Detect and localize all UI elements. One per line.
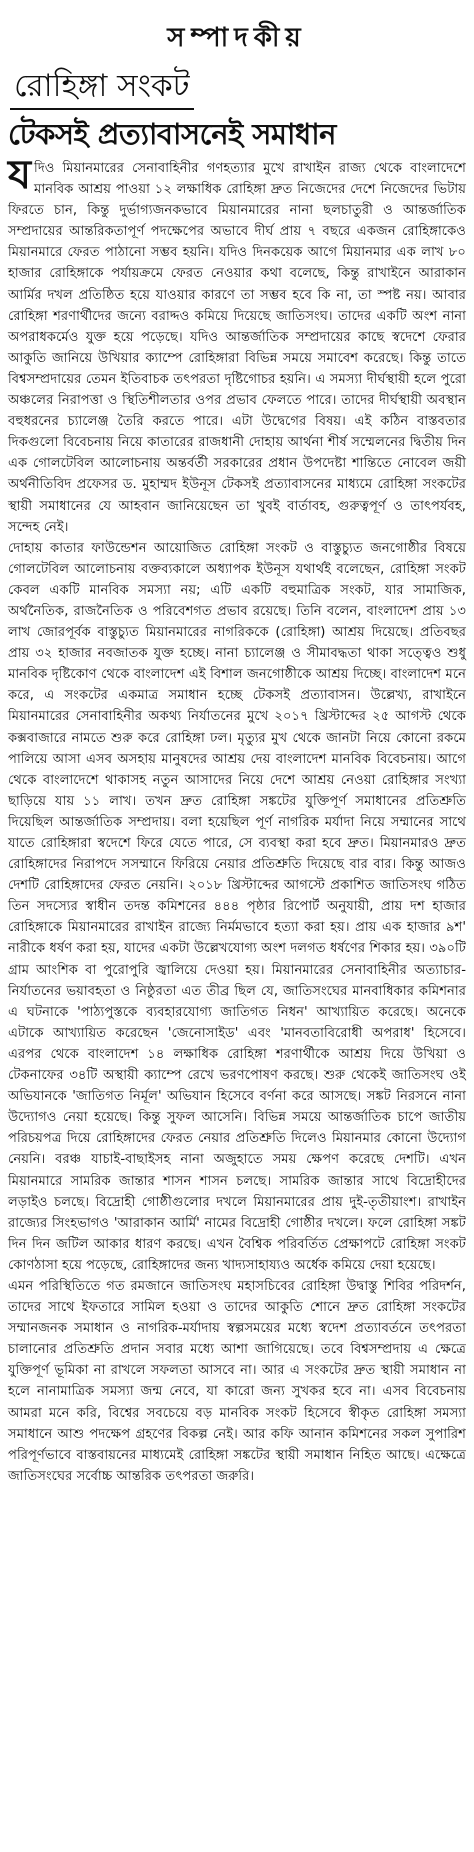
paragraph-1 — [8, 152, 466, 538]
paragraph-2: দোহায় কাতার ফাউন্ডেশন আয়োজিত রোহিঙ্গা সংকট ও বাস্তুচ্যুত জনগোষ্ঠীর বিষয়ে গোলটেবিল আলোচনায় বক্তব্যকালে অধ্যাপক ইউনূস যথার্থই বলেছেন, রোহিঙ্গা সংকট কেবল একটি মানবিক সমস্যা নয়; এটি একটি বহুমাত্রিক সংকট, যার সামাজিক, অর্থনৈতিক, রাজনৈতিক ও পরিবেশগত প্রভাব রয়েছে। তিনি বলেন, বাংলাদেশ প্রায় ১৩ লাখ জোরপূর্বক বাস্তুচ্যুত মিয়ানমারের নাগরিককে (রোহিঙ্গা) আশ্রয় দিয়েছে। প্রতিবছর প্রায় ৩২ হাজার নবজাতক যুক্ত হচ্ছে। নানা চ্যালেঞ্জ ও সীমাবদ্ধতা থাকা সত্ত্বেও শুধু মানবিক দৃষ্টিকোণ থেকে বাংলাদেশ এই বিশাল জনগোষ্ঠীকে আশ্রয় দিচ্ছে। বাংলাদেশ মনে করে, এ সংকটের একমাত্র সমাধান হচ্ছে টেকসই প্রত্যাবাসন। উল্লেখ্য, রাখাইনে মিয়ানমারের সেনাবাহিনীর অকথ্য নির্যাতনের মুখে ২০১৭ খ্রিস্টাব্দের ২৫ আগস্ট থেকে কক্সবাজারে নামতে শুরু করে রোহিঙ্গা ঢল। মৃত্যুর মুখ থেকে জানটা নিয়ে কোনো রকমে পালিয়ে আসা এসব অসহায় মানুষদের আশ্রয় দেয় বাংলাদেশ মানবিক বিবেচনায়। আগে থেকে বাংলাদেশে থাকাসহ নতুন আসাদের নিয়ে দেশে আশ্রয় নেওয়া রোহিঙ্গার সংখ্যা ছাড়িয়ে যায় ১১ লাখ। তখন দ্রুত রোহিঙ্গা সঙ্কটের যুক্তিপূর্ণ সমাধানের প্রতিশ্রুতি দিয়েছিল আন্তর্জাতিক সম্প্রদায়। বলা হয়েছিল পূর্ণ নাগরিক মর্যাদা নিয়ে সম্মানের সাথে যাতে রোহিঙ্গারা স্বদেশে ফিরে যেতে পারে, সে ব্যবস্থা করা হবে দ্রুত। মিয়ানমারও দ্রুত রোহিঙ্গাদের নিরাপদে সসম্মানে ফিরিয়ে নেয়ার প্রতিশ্রুতি দিয়েছে বার বার। কিন্তু আজও দেশটি রোহিঙ্গাদের ফেরত নেয়নি। ২০১৮ খ্রিস্টাব্দের আগস্টে প্রকাশিত জাতিসংঘ গঠিত তিন সদস্যের স্বাধীন তদন্ত কমিশনের ৪৪৪ পৃষ্ঠার রিপোর্ট অনুযায়ী, প্রায় দশ হাজার রোহিঙ্গাকে মিয়ানমারের রাখাইন রাজ্যে নির্মমভাবে হত্যা করা হয়। প্রায় এক হাজার ৯শ' নারীকে ধর্ষণ করা হয়, যাদের একটা উল্লেখযোগ্য অংশ দলগত ধর্ষণের শিকার হয়। ৩৯০টি গ্রাম আংশিক বা পুরোপুরি জ্বালিয়ে দেওয়া হয়। মিয়ানমারের সেনাবাহিনীর অত্যাচার-নির্যাতনের ভয়াবহতা ও নিষ্ঠুরতা এত তীব্র ছিল যে, জাতিসংঘের মানবাধিকার কমিশনার এ ঘটনাকে 'পাঠ্যপুস্তকে ব্যবহারযোগ্য জাতিগত নিধন' আখ্যায়িত করেছে। অনেকে এটাকে আখ্যায়িত করেছেন 'জেনোসাইড' এবং 'মানবতাবিরোধী অপরাধ' হিসেবে। এরপর থেকে বাংলাদেশ ১৪ লক্ষাধিক রোহিঙ্গা শরণার্থীকে আশ্রয় দিয়ে উখিয়া ও টেকনাফের ৩৪টি অস্থায়ী ক্যাম্পে রেখে ভরণপোষণ করছে। শুরু থেকেই জাতিসংঘ ওই অভিযানকে 'জাতিগত নির্মূল' অভিযান হিসেবে বর্ণনা করে আসছে। সঙ্কট নিরসনে নানা উদ্যোগও নেয়া হয়েছে। কিন্তু সুফল আসেনি। বিভিন্ন সময়ে আন্তর্জাতিক চাপে জাতীয় পরিচয়পত্র দিয়ে রোহিঙ্গাদের ফেরত নেয়ার প্রতিশ্রুতি দিলেও মিয়ানমার কোনো উদ্যোগ নেয়নি। বরঞ্চ যাচাই-বাছাইসহ নানা অজুহাতে সময় ক্ষেপণ করেছে দেশটি। এখন মিয়ানমারে সামরিক জান্তার শাসন শাসন চলছে। সামরিক জান্তার সাথে বিদ্রোহীদের লড়াইও চলছে। বিদ্রোহী গোষ্ঠীগুলোর দখলে মিয়ানমারের প্রায় দুই-তৃতীয়াংশ। রাখাইন রাজ্যের সিংহভাগও 'আরাকান আর্মি' নামের বিদ্রোহী গোষ্ঠীর দখলে। ফলে রোহিঙ্গা সঙ্কট দিন দিন জটিল আকার ধারণ করছে। এখন বৈশ্বিক পরিবর্তিত প্রেক্ষাপটে রোহিঙ্গা সংকট কোণঠাসা হয়ে পড়েছে, রোহিঙ্গাদের জন্য খাদ্যসাহায্যও অর্ধেক কমিয়ে দেয়া হয়েছে। — [8, 540, 466, 1273]
paragraph-3: এমন পরিস্থিতিতে গত রমজানে জাতিসংঘ মহাসচিবের রোহিঙ্গা উদ্বাস্তু শিবির পরিদর্শন, তাদের সাথে ইফতারে সামিল হওয়া ও তাদের আকুতি শোনে দ্রুত রোহিঙ্গা সংকটের সম্মানজনক সমাধান ও নাগরিক-মর্যাদায় স্বল্পসময়ের মধ্যে স্বদেশ প্রত্যাবর্তনে তৎপরতা চালানোর প্রতিশ্রুতি প্রদান সবার মধ্যে আশা জাগিয়েছে। তবে বিশ্বসম্প্রদায় এ ক্ষেত্রে যুক্তিপূর্ণ ভূমিকা না রাখলে সফলতা আসবে না। আর এ সংকটের দ্রুত স্থায়ী সমাধান না হলে নানামাত্রিক সমস্যা জন্ম নেবে, যা কারো জন্য সুখকর হবে না। এসব বিবেচনায় আমরা মনে করি, বিশ্বের সবচেয়ে বড় মানবিক সংকট হিসেবে স্বীকৃত রোহিঙ্গা সমস্যা সমাধানে আশু পদক্ষেপ গ্রহণের বিকল্প নেই। আর কফি আনান কমিশনের সকল সুপারিশ পরিপূর্ণভাবে বাস্তবায়নের মাধ্যমেই রোহিঙ্গা সঙ্কটের স্থায়ী সমাধান নিহিত আছে। এক্ষেত্রে জাতিসংঘের সর্বোচ্চ আন্তরিক তৎপরতা জরুরি। — [8, 1278, 466, 1484]
article-body — [8, 152, 466, 1487]
kicker: রোহিঙ্গা সংকট — [10, 64, 194, 110]
paragraph-text: দিও মিয়ানমারের সেনাবাহিনীর গণহত্যার মুখে রাখাইন রাজ্য থেকে বাংলাদেশে মানবিক আশ্রয় পাওয়া ১২ লক্ষাধিক রোহিঙ্গা দ্রুত নিজেদের দেশে নিজেদের ভিটায় ফিরতে চান, কিন্তু দুর্ভাগ্যজনকভাবে মিয়ানমারের নানা ছলচাতুরী ও আন্তর্জাতিক সম্প্রদায়ের আন্তরিকতাপূর্ণ পদক্ষেপের অভাবে দীর্ঘ প্রায় ৭ বছরে একজন রোহিঙ্গাকেও মিয়ানমারে ফেরত পাঠানো সম্ভব হয়নি। যদিও দিনকয়েক আগে মিয়ানমার এক লাখ ৮০ হাজার রোহিঙ্গাকে পর্যায়ক্রমে ফেরত নেওয়ার কথা বলেছে, কিন্তু রাখাইনে আরাকান আর্মির দখল প্রতিষ্ঠিত হয়ে যাওয়ার কারণে তা সম্ভব হবে কি না, তা স্পষ্ট নয়। আবার রোহিঙ্গা শরণার্থীদের জন্যে বরাদ্দও কমিয়ে দিয়েছে জাতিসংঘ। তাদের একটি অংশ নানা অপরাধকর্মেও যুক্ত হয়ে পড়েছে। যদিও আন্তর্জাতিক সম্প্রদায়ের কাছে স্বদেশে ফেরার আকুতি জানিয়ে উখিয়ার ক্যাম্পে রোহিঙ্গারা বিভিন্ন সময়ে সমাবেশ করেছে। কিন্তু তাতে বিশ্বসম্প্রদায়ের তেমন ইতিবাচক তৎপরতা দৃষ্টিগোচর হয়নি। এ সমস্যা দীর্ঘস্থায়ী হলে পুরো অঞ্চলের নিরাপত্তা ও স্থিতিশীলতার ওপর প্রভাব ফেলতে পারে। তাদের দীর্ঘস্থায়ী অবস্থান বহুধরনের চ্যালেঞ্জ তৈরি করতে পারে। এটা উদ্বেগের বিষয়। এই কঠিন বাস্তবতার দিকগুলো বিবেচনায় নিয়ে কাতারের রাজধানী দোহায় আর্থনা শীর্ষ সম্মেলনের দ্বিতীয় দিন এক গোলটেবিল আলোচনায় অন্তর্বর্তী সরকারের প্রধান উপদেষ্টা শান্তিতে নোবেল জয়ী অর্থনীতিবিদ প্রফেসর ড. মুহাম্মদ ইউনূস টেকসই প্রত্যাবাসনের মাধ্যমে রোহিঙ্গা সংকটের স্থায়ী সমাধানের যে আহবান জানিয়েছেন তা খুবই বার্তাবহ, গুরুত্বপূর্ণ ও তাৎপর্যবহ, সন্দেহ নেই। — [8, 161, 466, 535]
headline: টেকসই প্রত্যাবাসনেই সমাধান — [8, 117, 336, 151]
drop-cap: য — [8, 152, 32, 198]
section-label: সম্পাদকীয় — [167, 23, 307, 53]
